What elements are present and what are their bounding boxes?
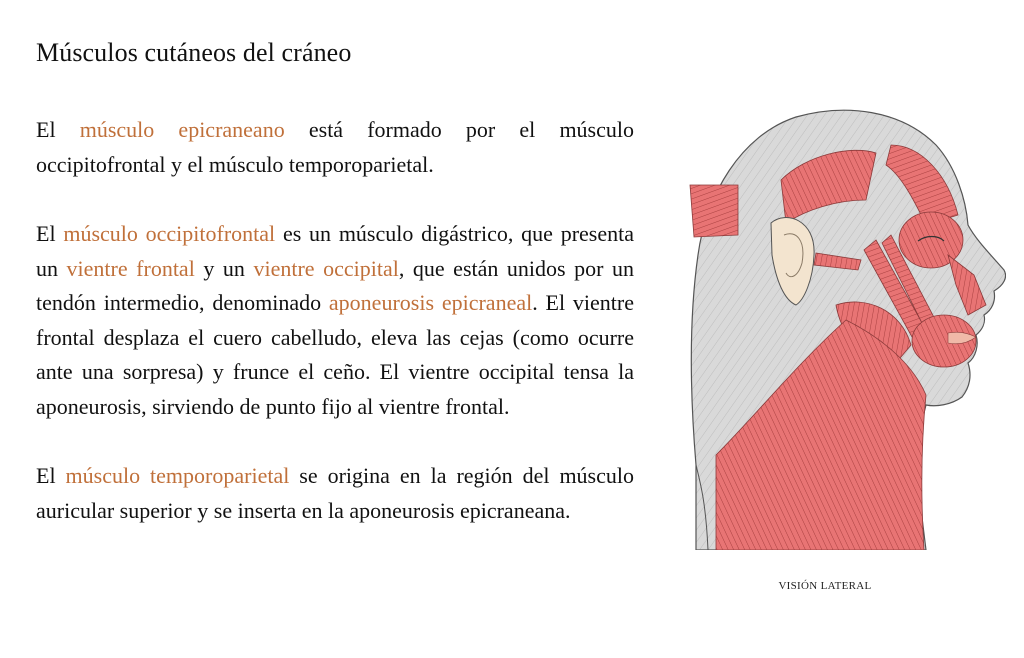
highlighted-term: músculo epicraneano	[79, 117, 285, 142]
highlighted-term: aponeurosis epicraneal	[328, 290, 533, 315]
paragraph-text: . El vientre frontal desplaza el cuero cabelludo, eleva las cejas (como ocurre ante una sorpresa) y frunce el ceño. El vientre occipital tensa la aponeurosis, sirviendo de punto fijo al vientre frontal.	[36, 290, 635, 419]
paragraph-text: El	[36, 221, 64, 246]
paragraph-epicraneano	[36, 113, 634, 182]
page-title: Músculos cutáneos del cráneo	[36, 38, 352, 67]
paragraph-text: , que están unidos por un tendón intermedio, denominado	[36, 255, 635, 315]
highlighted-term: vientre frontal	[66, 255, 195, 281]
highlighted-term: músculo occipitofrontal	[63, 221, 276, 246]
paragraph-occipitofrontal	[36, 217, 634, 424]
body-text	[36, 113, 634, 563]
highlighted-term: músculo temporoparietal	[65, 463, 290, 488]
figure-caption: VISIÓN LATERAL	[778, 580, 872, 592]
highlighted-term: vientre occipital	[253, 255, 399, 281]
occipital-belly	[690, 185, 738, 237]
paragraph-text: El	[36, 117, 80, 142]
head-muscles-illustration	[686, 105, 1006, 550]
paragraph-text: y un	[194, 255, 254, 281]
paragraph-text: es un músculo digástrico, que presenta un	[36, 221, 634, 281]
paragraph-text: El	[36, 463, 66, 488]
paragraph-text: se origina en la región del músculo auricular superior y se inserta en la aponeurosis epicraneana.	[36, 463, 634, 523]
paragraph-temporoparietal	[36, 459, 634, 528]
paragraph-text: está formado por el músculo occipitofrontal y el músculo temporoparietal.	[36, 117, 634, 177]
